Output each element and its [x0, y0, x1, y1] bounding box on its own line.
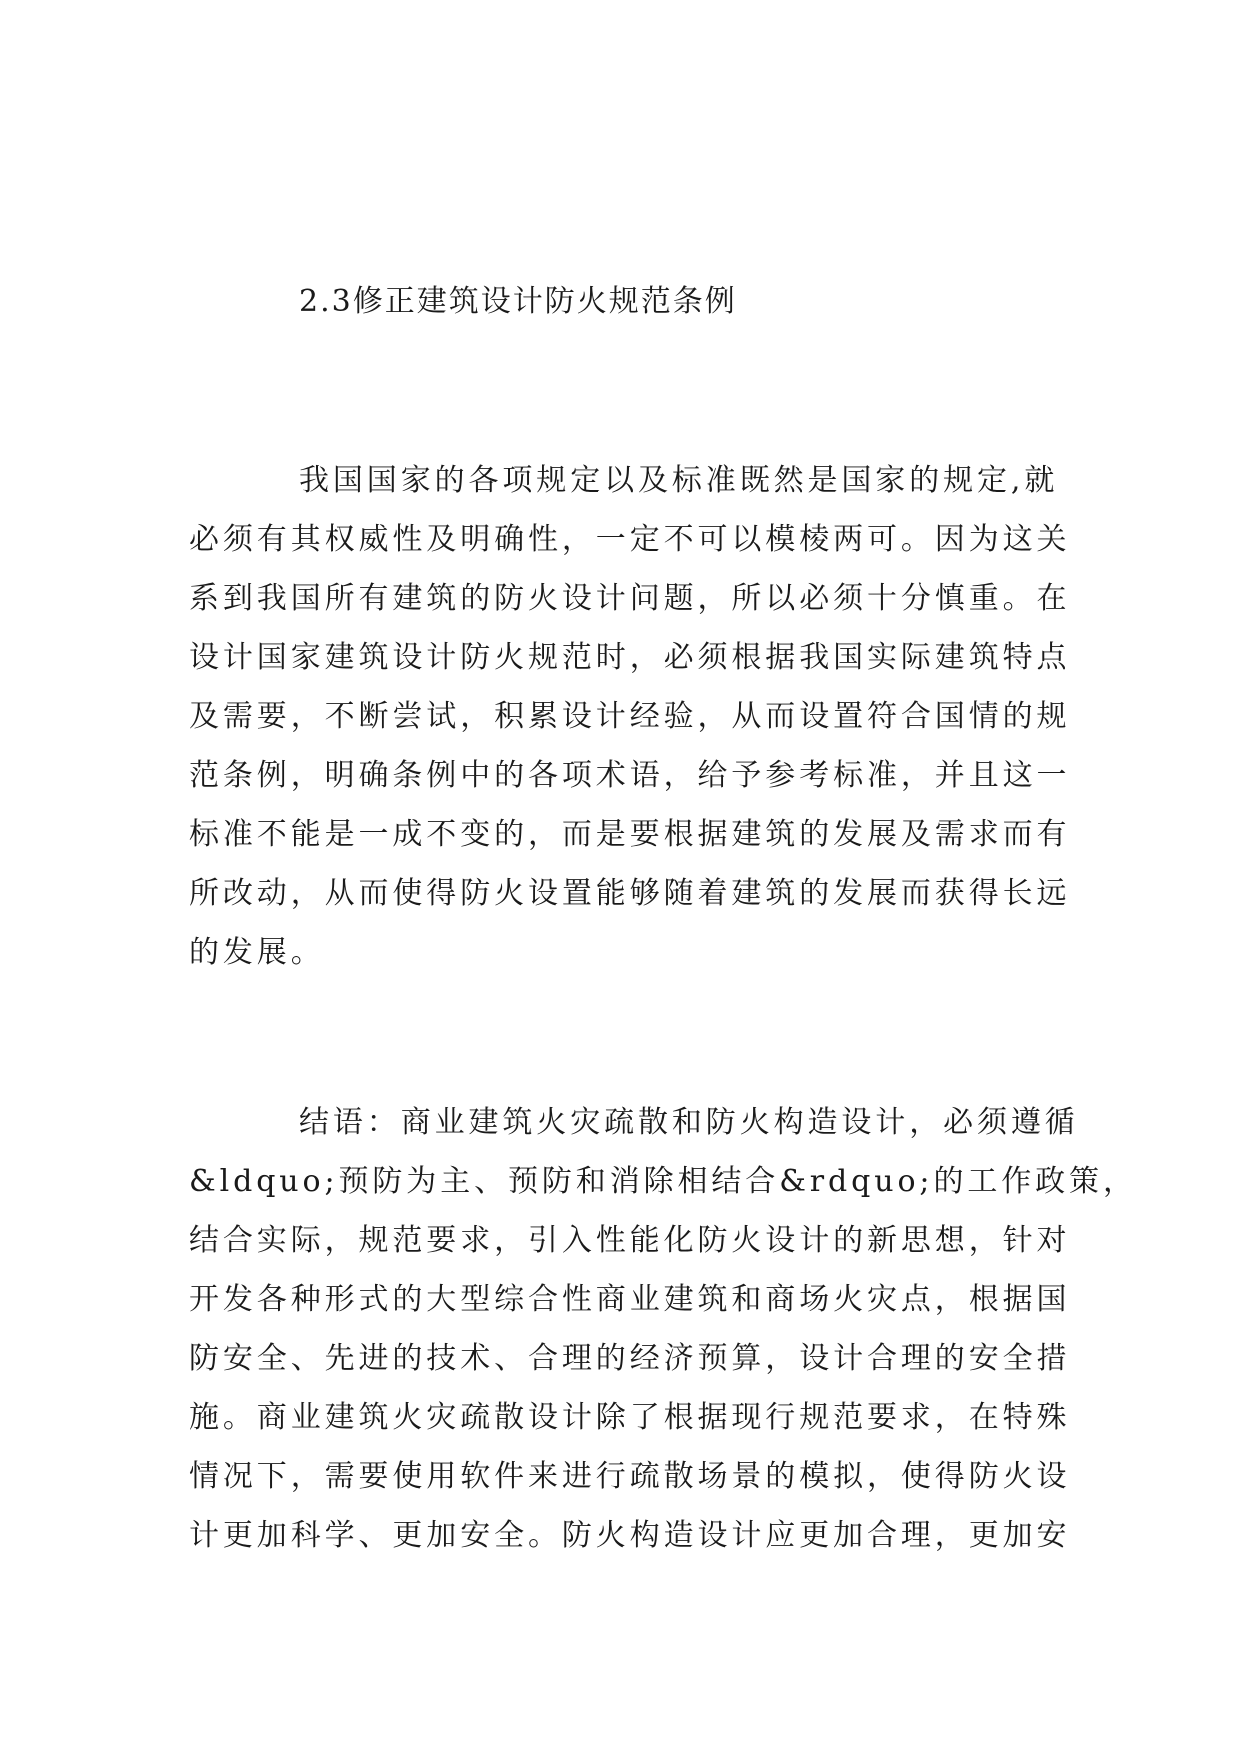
- text-line: 设计国家建筑设计防火规范时，必须根据我国实际建筑特点: [189, 640, 1071, 675]
- text-line: 我国国家的各项规定以及标准既然是国家的规定,就: [299, 463, 1059, 498]
- text-line: 系到我国所有建筑的防火设计问题，所以必须十分慎重。在: [189, 581, 1071, 616]
- text-line: 开发各种形式的大型综合性商业建筑和商场火灾点，根据国: [189, 1282, 1071, 1317]
- text-line: 必须有其权威性及明确性，一定不可以模棱两可。因为这关: [189, 522, 1071, 557]
- paragraph-fire-code: [189, 451, 1071, 982]
- text-line: 及需要，不断尝试，积累设计经验，从而设置符合国情的规: [189, 699, 1071, 734]
- text-line: 范条例，明确条例中的各项术语，给予参考标准，并且这一: [189, 758, 1071, 793]
- text-line: 情况下，需要使用软件来进行疏散场景的模拟，使得防火设: [189, 1459, 1071, 1494]
- text-line: 计更加科学、更加安全。防火构造设计应更加合理，更加安: [189, 1518, 1071, 1553]
- text-line: 的发展。: [189, 935, 325, 970]
- section-heading: 2.3修正建筑设计防火规范条例: [299, 284, 737, 319]
- text-line: 结语：商业建筑火灾疏散和防火构造设计，必须遵循: [299, 1105, 1079, 1140]
- paragraph-conclusion: [189, 1093, 1137, 1565]
- text-line: 标准不能是一成不变的，而是要根据建筑的发展及需求而有: [189, 817, 1071, 852]
- text-line: 施。商业建筑火灾疏散设计除了根据现行规范要求，在特殊: [189, 1400, 1071, 1435]
- text-line: 所改动，从而使得防火设置能够随着建筑的发展而获得长远: [189, 876, 1071, 911]
- text-line: 结合实际，规范要求，引入性能化防火设计的新思想，针对: [189, 1223, 1071, 1258]
- text-line: &ldquo;预防为主、预防和消除相结合&rdquo;的工作政策，: [189, 1164, 1137, 1199]
- text-line: 防安全、先进的技术、合理的经济预算，设计合理的安全措: [189, 1341, 1071, 1376]
